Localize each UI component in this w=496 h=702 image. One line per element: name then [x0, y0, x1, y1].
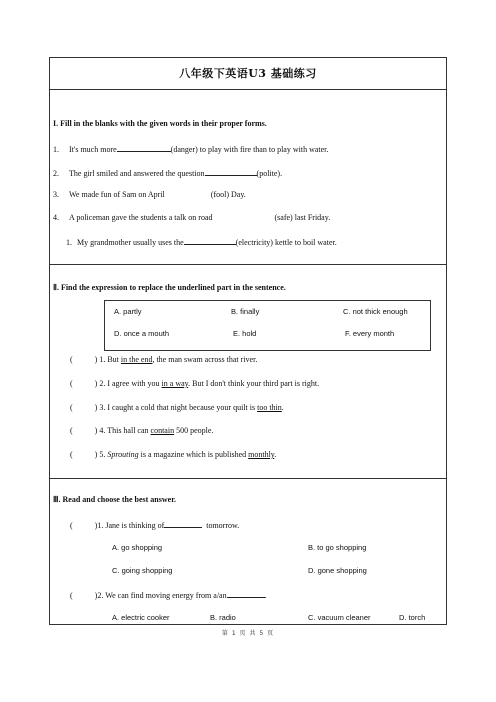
answer-paren[interactable]: (: [70, 426, 73, 435]
underlined-phrase: in a way: [161, 379, 189, 388]
item-text: (safe) last Friday.: [274, 213, 331, 222]
option-a: A. partly: [114, 307, 142, 316]
answer-blank[interactable]: [184, 236, 236, 245]
item-text: I caught a cold that night because your quilt is: [107, 403, 258, 412]
q1-choice-c[interactable]: C. going shopping: [112, 566, 173, 575]
item-text: , the man swam across that river.: [152, 355, 258, 364]
answer-paren[interactable]: (: [70, 591, 73, 600]
item-text: . But I don't think your third part is right.: [188, 379, 320, 388]
section2-heading: Ⅱ. Find the expression to replace the underlined part in the sentence.: [53, 283, 286, 292]
item-text: My grandmother usually uses the: [77, 238, 184, 247]
item-number: 1.: [66, 238, 72, 247]
option-f: F. every month: [345, 329, 395, 338]
question-text: tomorrow.: [206, 521, 240, 530]
title-row: [49, 57, 447, 90]
item-text: (fool) Day.: [210, 190, 246, 199]
item-text: It's much more: [69, 145, 117, 154]
answer-paren[interactable]: (: [70, 521, 73, 530]
q2-choice-b[interactable]: B. radio: [210, 613, 236, 622]
section3-heading: Ⅲ. Read and choose the best answer.: [53, 495, 177, 504]
answer-paren-close: ): [94, 426, 98, 435]
item-text: This hall can: [107, 426, 151, 435]
item-number: 4.: [99, 426, 106, 435]
s1-item-5: [66, 236, 337, 247]
option-c: C. not thick enough: [343, 307, 408, 316]
item-number: 3.: [53, 190, 59, 199]
item-text: (danger) to play with fire than to play with water.: [170, 145, 329, 154]
q1-choice-d[interactable]: D. gone shopping: [308, 566, 367, 575]
answer-blank[interactable]: [205, 167, 257, 176]
s2-item-3: [70, 403, 284, 412]
item-number: 2.: [53, 169, 59, 178]
underlined-phrase: monthly: [248, 450, 275, 459]
s2-item-2: [70, 379, 319, 388]
item-text: (polite).: [256, 169, 283, 178]
s3-question-1: [70, 519, 239, 530]
question-text: .: [264, 591, 267, 600]
answer-blank[interactable]: [164, 519, 202, 528]
underlined-phrase: in the end: [120, 355, 153, 364]
q1-choice-b[interactable]: B. to go shopping: [308, 543, 367, 552]
item-number: 1.: [99, 355, 106, 364]
section-divider: [49, 264, 447, 265]
underlined-phrase: too thin: [257, 403, 282, 412]
answer-paren[interactable]: (: [70, 450, 73, 459]
item-text: A policeman gave the students a talk on road: [69, 213, 213, 222]
s1-item-2: [53, 167, 282, 178]
item-number: 1.: [53, 145, 59, 154]
answer-paren-close: ): [94, 355, 98, 364]
item-number: 5.: [99, 450, 106, 459]
answer-blank[interactable]: [227, 589, 265, 598]
item-number: 3.: [99, 403, 106, 412]
item-number: 4.: [53, 213, 59, 222]
item-text: I agree with you: [107, 379, 162, 388]
page-footer: 第 1 页 共 5 页: [221, 630, 275, 637]
answer-paren-close: ): [94, 379, 98, 388]
item-text: The girl smiled and answered the question: [69, 169, 205, 178]
answer-paren[interactable]: (: [70, 379, 73, 388]
option-b: B. finally: [231, 307, 260, 316]
answer-paren[interactable]: (: [70, 355, 73, 364]
item-text: .: [281, 403, 284, 412]
option-d: D. once a mouth: [114, 329, 170, 338]
item-number: 2.: [99, 379, 106, 388]
q2-choice-a[interactable]: A. electric cooker: [112, 613, 170, 622]
answer-paren-close: ): [94, 403, 98, 412]
answer-blank[interactable]: [117, 143, 171, 152]
section-divider: [49, 478, 447, 479]
s1-item-3: [53, 190, 246, 199]
answer-paren-close: ): [94, 450, 98, 459]
item-text: But: [107, 355, 121, 364]
q2-choice-c[interactable]: C. vacuum cleaner: [308, 613, 371, 622]
q2-choice-d[interactable]: D. torch: [399, 613, 426, 622]
item-text: is a magazine which is published: [138, 450, 249, 459]
answer-paren[interactable]: (: [70, 403, 73, 412]
s3-question-2: [70, 589, 267, 600]
item-text: 500 people.: [174, 426, 214, 435]
s1-item-4: [53, 213, 330, 222]
underlined-phrase: contain: [150, 426, 175, 435]
question-number: )2.: [94, 591, 104, 600]
section1-heading: I. Fill in the blanks with the given words in their proper forms.: [53, 119, 267, 128]
q1-choice-a[interactable]: A. go shopping: [112, 543, 163, 552]
item-text: We made fun of Sam on April: [69, 190, 165, 199]
item-text: (electricity) kettle to boil water.: [235, 238, 337, 247]
question-text: We can find moving energy from a/an: [105, 591, 227, 600]
s2-item-1: [70, 355, 257, 364]
magazine-title: Sprouting: [107, 450, 139, 459]
item-text: .: [274, 450, 277, 459]
s2-item-5: [70, 450, 276, 459]
question-number: )1.: [94, 521, 104, 530]
page-title: 八年级下英语U3 基础练习: [179, 67, 317, 80]
s2-item-4: [70, 426, 213, 435]
option-e: E. hold: [233, 329, 257, 338]
s1-item-1: [53, 143, 328, 154]
question-text: Jane is thinking of: [105, 521, 165, 530]
